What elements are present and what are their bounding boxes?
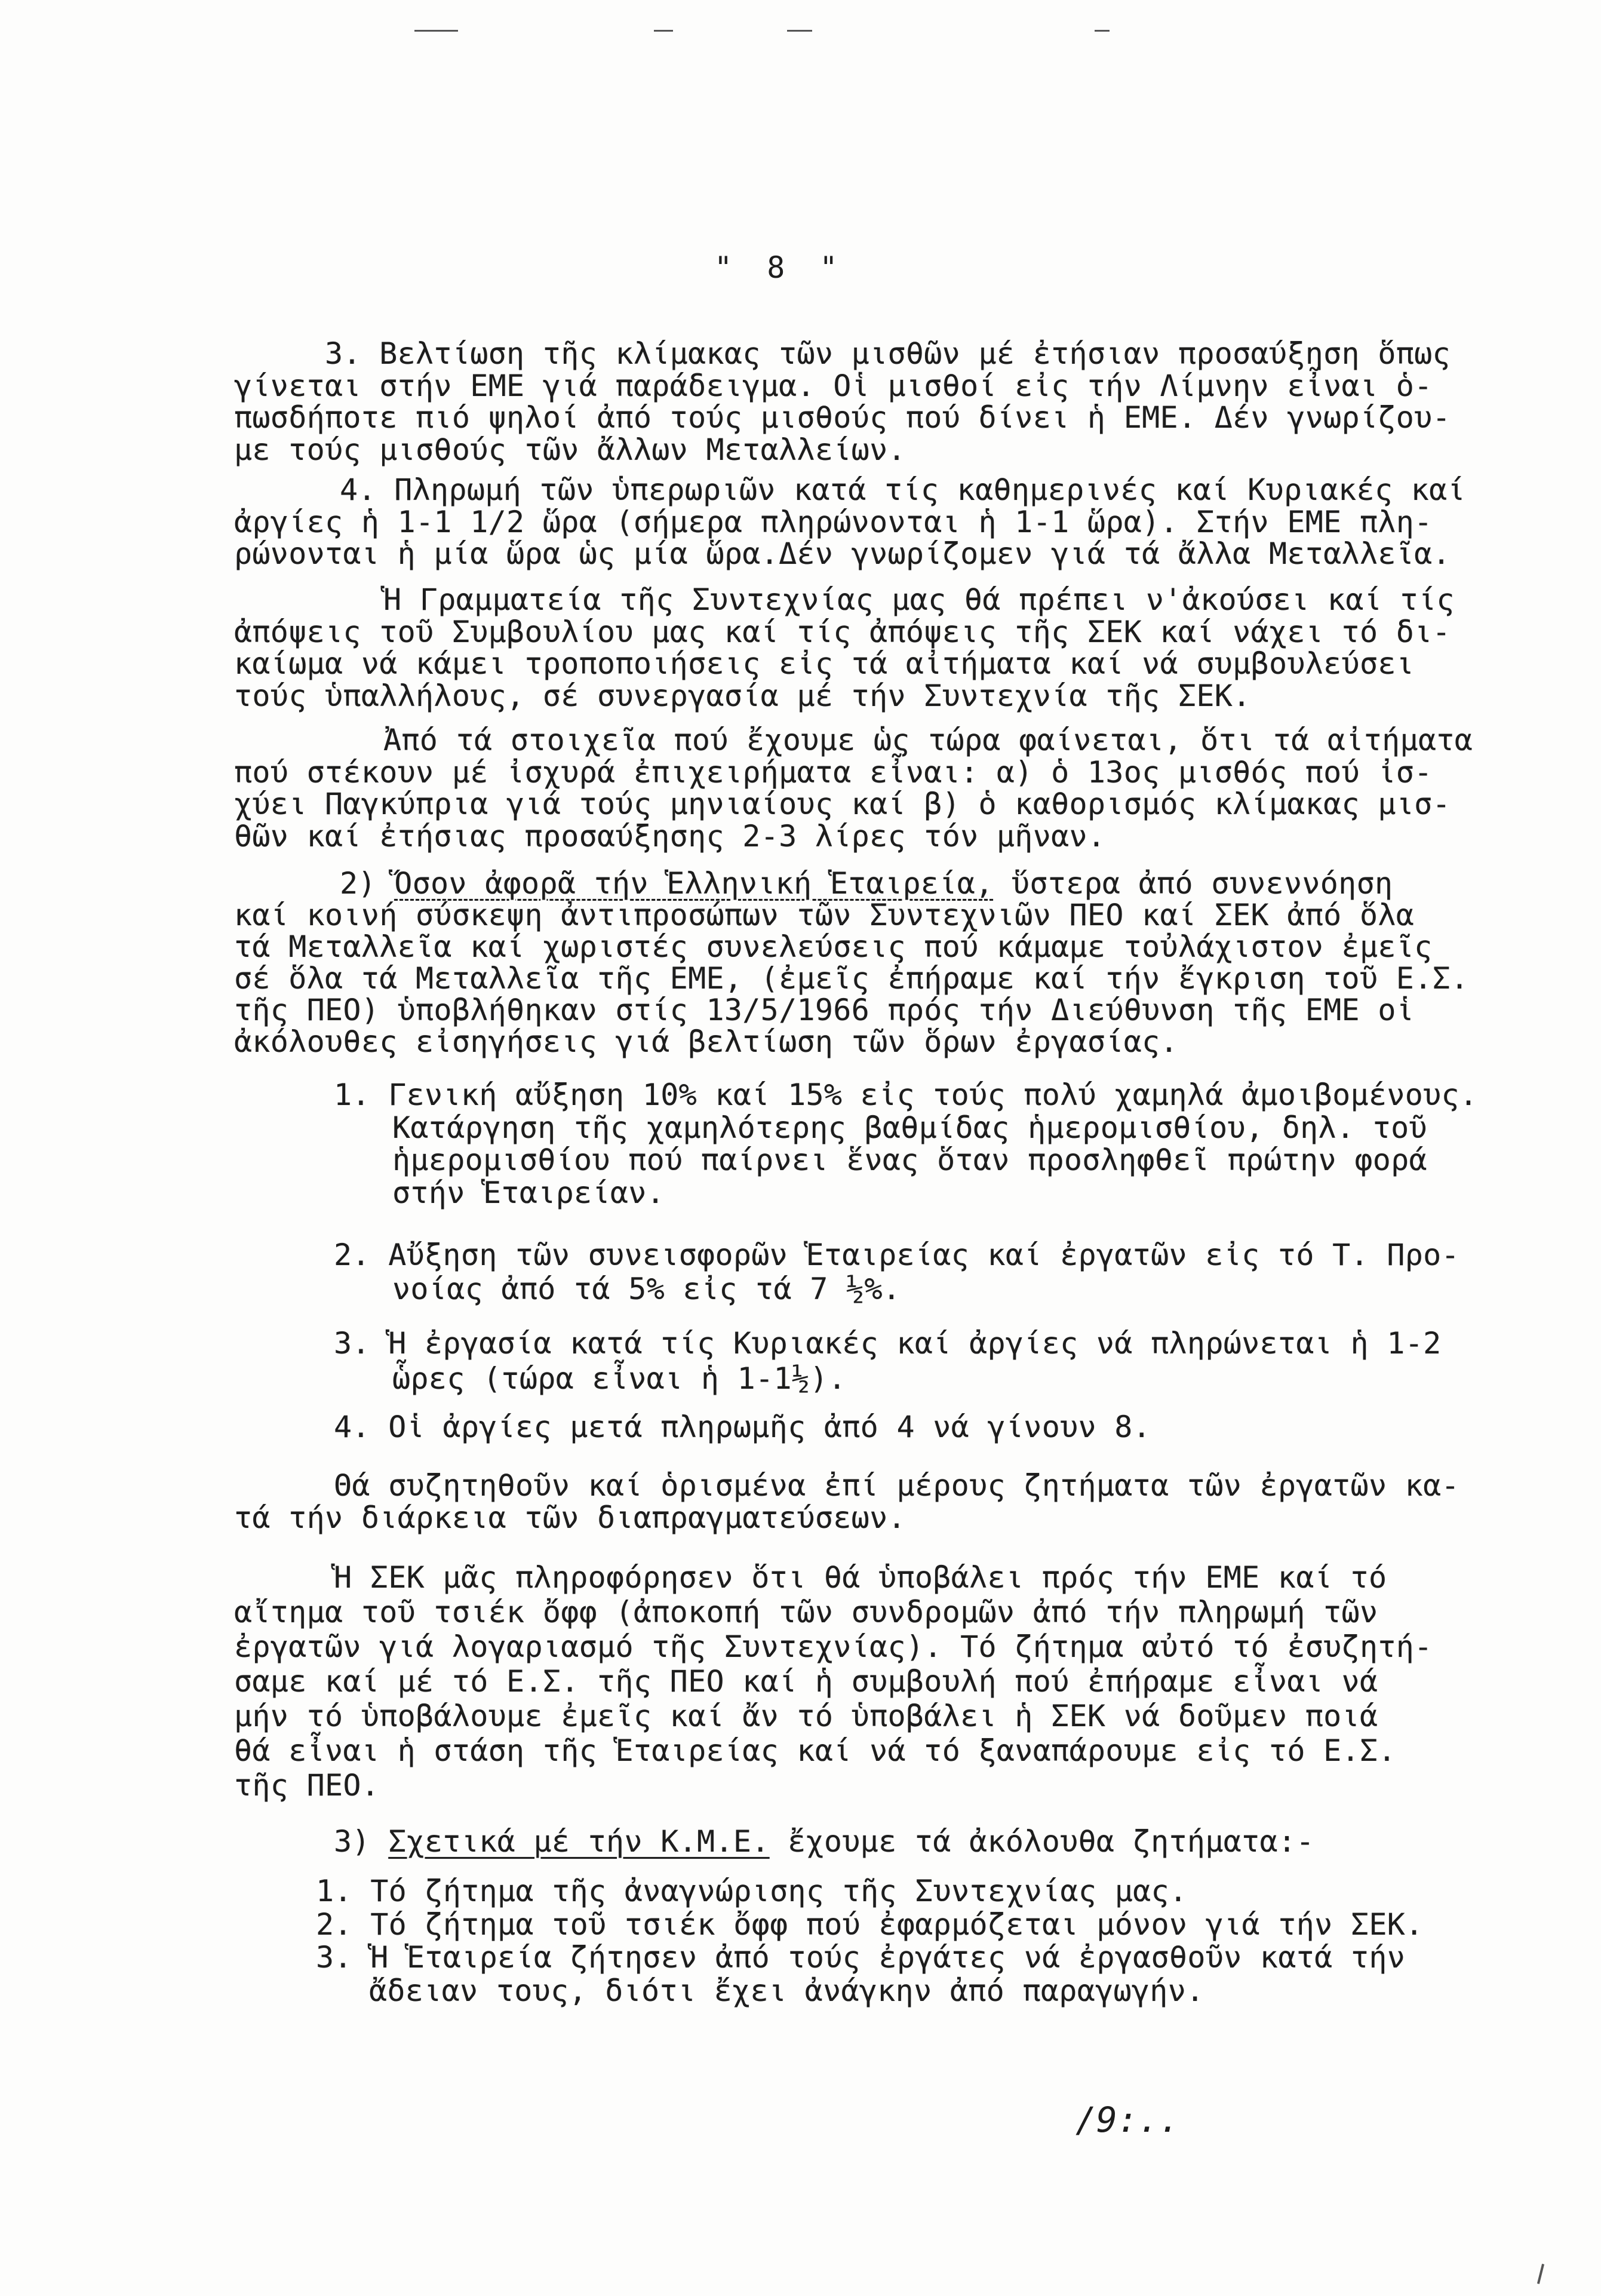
text-line: θῶν καί ἐτήσιας προσαύξησης 2-3 λίρες τόν μῆναν. [234,818,1106,854]
list-item-line: 1. Τό ζήτημα τῆς ἀναγνώρισης τῆς Συντεχνίας μας. [316,1874,1188,1908]
list-item-line: ὧρες (τώρα εἶναι ἡ 1-1½). [392,1361,847,1396]
scan-artifact [787,30,812,32]
text-line: με τούς μισθούς τῶν ἄλλων Μεταλλείων. [234,432,906,467]
list-item-line: νοίας ἀπό τά 5% εἰς τά 7 ½%. [392,1272,901,1306]
continuation-mark: /9:.. [1075,2099,1180,2140]
text-line: τούς ὑπαλλήλους, σέ συνεργασία μέ τήν Συντεχνία τῆς ΣΕΚ. [234,678,1251,713]
text-line: μήν τό ὑποβάλουμε ἐμεῖς καί ἄν τό ὑποβάλει ἡ ΣΕΚ νά δοῦμεν ποιά [234,1699,1378,1733]
text-line: πωσδήποτε πιό ψηλοί ἀπό τούς μισθούς πού δίνει ἡ ΕΜΕ. Δέν γνωρίζου- [234,400,1451,435]
section-2-heading: Ὅσον ἀφορᾶ τήν Ἑλληνική Ἑταιρεία, [394,866,994,901]
paragraph-item-3 [234,338,1451,466]
section-2-heading-line [234,868,1468,900]
paragraph-item-4 [234,474,1465,570]
list-item-line: Κατάργηση τῆς χαμηλότερης βαθμίδας ἡμερομισθίου, δηλ. τοῦ [392,1110,1427,1145]
list-item-line: 3. Ἡ Ἑταιρεία ζήτησεν ἀπό τούς ἐργάτες νά ἐργασθοῦν κατά τήν [316,1940,1406,1975]
paragraph-sek [234,1560,1433,1803]
text-line: αἴτημα τοῦ τσιέκ ὄφφ (ἀποκοπή τῶν συνδρομῶν ἀπό τήν πληρωμή τῶν [234,1595,1378,1629]
text-line: τά Μεταλλεῖα καί χωριστές συνελεύσεις πού κάμαμε τοὐλάχιστον ἐμεῖς [234,929,1433,964]
text-line: Ἡ ΣΕΚ μᾶς πληροφόρησεν ὅτι θά ὑποβάλει πρός τήν ΕΜΕ καί τό [334,1560,1387,1595]
proposal-item-2 [334,1238,1459,1306]
text-line: τῆς ΠΕΟ. [234,1768,380,1803]
section-number: 2) [340,866,395,901]
page-number: " 8 " [714,250,846,285]
text-line: καί κοινή σύσκεψη ἀντιπροσώπων τῶν Συντεχνιῶν ΠΕΟ καί ΣΕΚ ἀπό ὅλα [234,898,1415,932]
section-3-heading: Σχετικά μέ τήν Κ.Μ.Ε. [388,1824,770,1859]
list-item-line: 2. Τό ζήτημα τοῦ τσιέκ ὄφφ πού ἐφαρμόζεται μόνον γιά τήν ΣΕΚ. [316,1907,1424,1942]
proposal-item-4 [334,1411,1151,1443]
heading-line-rest: ὕστερα ἀπό συνεννόηση [993,866,1393,901]
section-2-intro [234,868,1468,1058]
text-line: ρώνονται ἡ μία ὥρα ὡς μία ὥρα.Δέν γνωρίζομεν γιά τά ἄλλα Μεταλλεῖα. [234,536,1451,571]
text-line: χύει Παγκύπρια γιά τούς μηνιαίους καί β) ὁ καθορισμός κλίμακας μισ- [234,787,1451,821]
text-line: ἀκόλουθες εἰσηγήσεις γιά βελτίωση τῶν ὅρων ἐργασίας. [234,1024,1178,1059]
list-item-line: 1. Γενική αὔξηση 10% καί 15% εἰς τούς πολύ χαμηλά ἀμοιβομένους. [334,1078,1478,1112]
list-item-line: 3. Ἡ ἐργασία κατά τίς Κυριακές καί ἀργίες νά πληρώνεται ἡ 1-2 [334,1326,1442,1361]
proposal-item-1 [334,1079,1477,1209]
text-line: Θά συζητηθοῦν καί ὁρισμένα ἐπί μέρους ζητήματα τῶν ἐργατῶν κα- [334,1468,1459,1503]
text-line: πού στέκουν μέ ἰσχυρά ἐπιχειρήματα εἶναι: α) ὁ 13ος μισθός πού ἰσ- [234,754,1433,790]
list-item-line: ἄδειαν τους, διότι ἔχει ἀνάγκην ἀπό παραγωγήν. [369,1973,1204,2008]
text-line: 3. Βελτίωση τῆς κλίμακας τῶν μισθῶν μέ ἐτήσιαν προσαύξηση ὅπως [325,336,1451,371]
list-item-line: 2. Αὔξηση τῶν συνεισφορῶν Ἑταιρείας καί ἐργατῶν εἰς τό Τ. Προ- [334,1238,1459,1272]
proposal-item-3 [334,1326,1442,1396]
text-line: ἀπόψεις τοῦ Συμβουλίου μας καί τίς ἀπόψεις τῆς ΣΕΚ καί νάχει τό δι- [234,614,1451,649]
text-line: ἐργατῶν γιά λογαριασμό τῆς Συντεχνίας). Τό ζήτημα αὐτό τό ἐσυζητή- [234,1629,1433,1664]
text-line: τά τήν διάρκεια τῶν διαπραγματεύσεων. [234,1500,906,1535]
list-item-line: 4. Οἱ ἀργίες μετά πληρωμῆς ἀπό 4 νά γίνουν 8. [334,1410,1151,1444]
text-line: καίωμα νά κάμει τροποποιήσεις εἰς τά αἰτήματα καί νά συμβουλεύσει [234,646,1415,681]
text-line: σαμε καί μέ τό Ε.Σ. τῆς ΠΕΟ καί ἡ συμβουλή πού ἐπήραμε εἶναι νά [234,1664,1378,1699]
list-item-line: ἡμερομισθίου πού παίρνει ἕνας ὅταν προσληφθεῖ πρώτην φορά [392,1143,1427,1177]
paragraph-secretariat [234,584,1455,712]
text-line: θά εἶναι ἡ στάση τῆς Ἑταιρείας καί νά τό ξαναπάρουμε εἰς τό Ε.Σ. [234,1733,1396,1768]
text-line: Ἀπό τά στοιχεῖα πού ἔχουμε ὡς τώρα φαίνεται, ὅτι τά αἰτήματα [383,723,1473,757]
scan-artifact [414,30,458,32]
list-item-line: στήν Ἑταιρείαν. [392,1175,665,1210]
scan-artifact [1095,30,1110,32]
section-number: 3) [334,1824,389,1859]
section-3-heading-line [334,1825,1314,1858]
paragraph-discussion [234,1469,1459,1534]
paragraph-findings [234,725,1473,852]
section-3-issues [316,1875,1424,2008]
scan-artifact [1537,2264,1544,2284]
text-line: γίνεται στήν ΕΜΕ γιά παράδειγμα. Οἱ μισθοί εἰς τήν Λίμνην εἶναι ὁ- [234,368,1433,403]
text-line: 4. Πληρωμή τῶν ὑπερωριῶν κατά τίς καθημερινές καί Κυριακές καί [340,472,1465,507]
text-line: τῆς ΠΕΟ) ὑποβλήθηκαν στίς 13/5/1966 πρός τήν Διεύθυνση τῆς ΕΜΕ οἱ [234,993,1415,1027]
text-line: ἀργίες ἡ 1-1 1/2 ὥρα (σήμερα πληρώνονται ἡ 1-1 ὥρα). Στήν ΕΜΕ πλη- [234,504,1433,539]
text-line: Ἡ Γραμματεία τῆς Συντεχνίας μας θά πρέπει ν'ἀκούσει καί τίς [383,582,1455,617]
section-3-heading-block [334,1825,1314,1858]
heading-line-rest: ἔχουμε τά ἀκόλουθα ζητήματα:- [769,1824,1314,1859]
text-line: σέ ὅλα τά Μεταλλεῖα τῆς ΕΜΕ, (ἐμεῖς ἐπήραμε καί τήν ἔγκριση τοῦ Ε.Σ. [234,961,1469,996]
scan-artifact [654,30,673,32]
